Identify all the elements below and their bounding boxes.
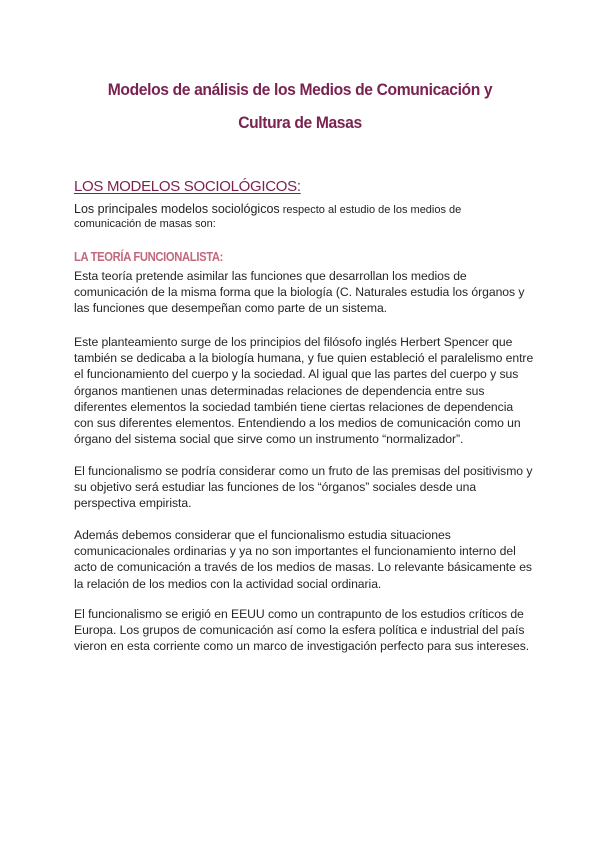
paragraph-1: Esta teoría pretende asimilar las funciones que desarrollan los medios de comunicación de la misma forma que la biología (C. Naturales estudia los órganos y las funciones que desempeñan como parte de un sistema. <box>74 269 525 316</box>
intro-text-part-1: Los principales modelos sociológicos <box>74 202 280 216</box>
section-heading: LOS MODELOS SOCIOLÓGICOS: <box>74 178 301 195</box>
paragraph-3: El funcionalismo se podría considerar como un fruto de las premisas del positivismo y su objetivo será estudiar las funciones de los “órganos” sociales desde una perspectiva empirista. <box>74 464 533 511</box>
document-title-line-1: Modelos de análisis de los Medios de Comunicación y <box>107 80 493 99</box>
intro-text <box>74 202 494 231</box>
paragraph-2: Este planteamiento surge de los principios del filósofo inglés Herbert Spencer que también se dedicaba a la biología humana, y fue quien estableció el paralelismo entre el funcionamiento del cuerpo y la sociedad. Al igual que las partes del cuerpo y sus órganos mantienen unas determinadas relaciones de dependencia entre sus diferentes elementos la sociedad también tiene ciertas relaciones de dependencia con sus diferentes elementos. Entendiendo a los medios de comunicación como un órgano del sistema social que sirve como un instrumento “normalizador”. <box>74 335 534 447</box>
document-title-line-2: Cultura de Masas <box>238 113 362 132</box>
paragraph-4: Además debemos considerar que el funcionalismo estudia situaciones comunicacionales ordinarias y ya no son importantes el funcionamiento interno del acto de comunicación a través de los medios de masas. Lo relevante básicamente es la relación de los medios con la actividad social ordinaria. <box>74 528 532 591</box>
subheading-teoria-funcionalista: LA TEORÍA FUNCIONALISTA: <box>74 250 224 264</box>
paragraph-5: El funcionalismo se erigió en EEUU como un contrapunto de los estudios críticos de Europa. Los grupos de comunicación así como la esfera política e industrial del país vieron en esta corriente como un marco de investigación perfecto para sus intereses. <box>74 607 530 654</box>
intro-text-part-2: respecto al estudio de los medios de comunicación de masas son: <box>74 204 462 230</box>
